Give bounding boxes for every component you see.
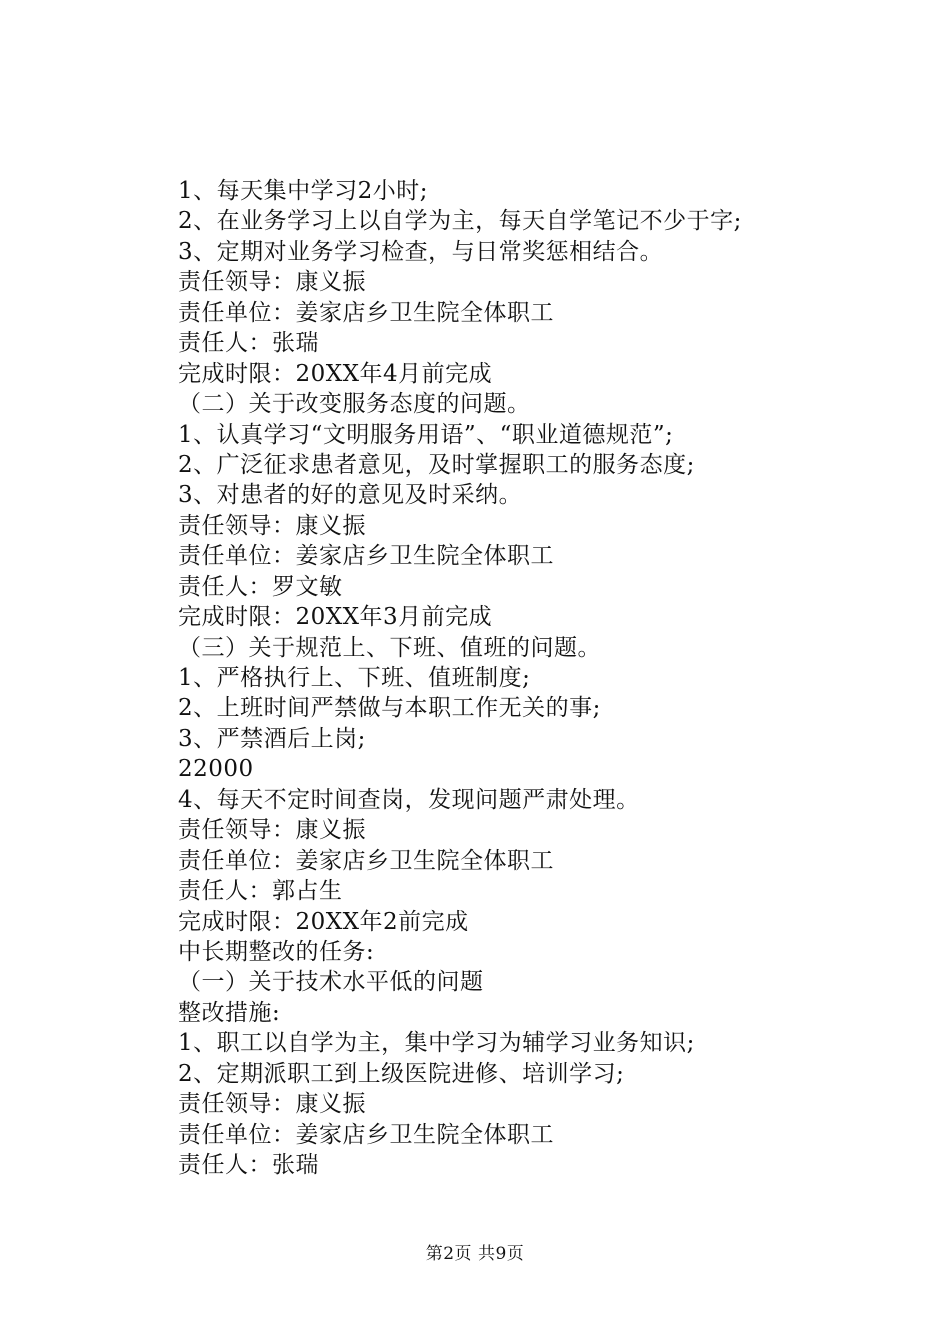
text-line: 整改措施:	[178, 999, 281, 1026]
text-line: 3、对患者的好的意见及时采纳。	[178, 482, 523, 509]
text-line: 责任单位：姜家店乡卫生院全体职工	[178, 543, 554, 570]
section-heading: （一）关于技术水平低的问题	[178, 969, 484, 996]
text-line: 完成时限：20XX年4月前完成	[178, 360, 493, 387]
text-line: 责任领导：康义振	[178, 817, 366, 844]
text-line: 完成时限：20XX年3月前完成	[178, 604, 493, 631]
text-line: 责任人：郭占生	[178, 878, 343, 905]
text-line: 4、每天不定时间查岗，发现问题严肃处理。	[178, 786, 640, 813]
page-number-footer: 第2页 共9页	[425, 1244, 525, 1264]
text-line: 3、定期对业务学习检查，与日常奖惩相结合。	[178, 238, 664, 265]
text-line: 2、定期派职工到上级医院进修、培训学习;	[178, 1060, 625, 1087]
section-heading: （三）关于规范上、下班、值班的问题。	[178, 634, 601, 661]
text-line: 3、严禁酒后上岗;	[178, 725, 366, 752]
text-line: 2、广泛征求患者意见，及时掌握职工的服务态度;	[178, 451, 695, 478]
text-line: 责任单位：姜家店乡卫生院全体职工	[178, 1121, 554, 1148]
text-line: 2、在业务学习上以自学为主，每天自学笔记不少于字;	[178, 208, 742, 235]
section-heading: 中长期整改的任务:	[178, 938, 375, 965]
text-line: 1、职工以自学为主，集中学习为辅学习业务知识;	[178, 1030, 695, 1057]
text-line: 22000	[178, 756, 254, 783]
text-line: 责任领导：康义振	[178, 1091, 366, 1118]
text-line: 责任人：张瑞	[178, 1152, 319, 1178]
text-line: 1、认真学习“文明服务用语”、“职业道德规范”;	[178, 421, 674, 448]
text-line: 责任领导：康义振	[178, 269, 366, 296]
text-line: 责任单位：姜家店乡卫生院全体职工	[178, 847, 554, 874]
text-line: 1、每天集中学习2小时;	[178, 178, 429, 204]
text-line: 责任单位：姜家店乡卫生院全体职工	[178, 299, 554, 326]
text-line: 责任领导：康义振	[178, 512, 366, 539]
text-line: 1、严格执行上、下班、值班制度;	[178, 665, 531, 691]
text-line: 责任人：罗文敏	[178, 573, 343, 600]
section-heading: （二）关于改变服务态度的问题。	[178, 391, 531, 418]
text-line: 2、上班时间严禁做与本职工作无关的事;	[178, 695, 601, 722]
text-line: 责任人：张瑞	[178, 330, 319, 357]
text-line: 完成时限：20XX年2前完成	[178, 908, 469, 935]
document-body	[178, 176, 818, 1180]
